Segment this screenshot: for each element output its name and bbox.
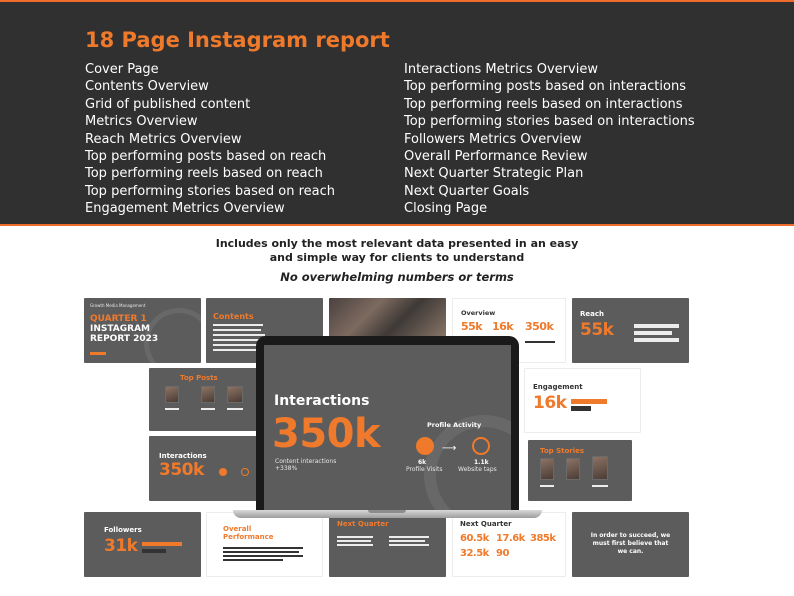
slide-top-posts — [149, 368, 266, 431]
followers-value: 31k — [104, 536, 138, 556]
slide-top-stories — [528, 440, 632, 501]
slide-content-grid — [329, 298, 446, 338]
cover-line-2: INSTAGRAM — [90, 324, 151, 334]
slide-next-quarter-plan — [329, 512, 446, 577]
page-list-left — [85, 61, 335, 218]
laptop-sub-1: Content interactions — [275, 458, 337, 465]
pages_left-item: Grid of published content — [85, 96, 251, 112]
pages_left-item: Engagement Metrics Overview — [85, 201, 285, 217]
overview-value-2: 16k — [492, 320, 514, 333]
globe-icon — [472, 437, 490, 455]
pages_right-item: Top performing reels based on interactions — [404, 96, 683, 112]
laptop-value: 350k — [272, 411, 381, 457]
pages_right-item: Closing Page — [404, 201, 488, 217]
laptop-notch — [368, 510, 406, 513]
top-posts-title: Top Posts — [180, 374, 218, 382]
laptop-sub-2: +338% — [275, 465, 298, 472]
overall-title-1: Overall — [223, 525, 252, 533]
laptop-mockup — [256, 336, 519, 512]
overview-value-1: 55k — [461, 320, 483, 333]
goal-value-5: 90 — [496, 548, 509, 559]
tagline-line-2: and simple way for clients to understand — [269, 251, 525, 264]
slide-next-quarter-goals — [452, 512, 566, 577]
laptop-visits-value: 6k — [418, 459, 427, 466]
arrow-right-icon: ⟶ — [442, 443, 457, 454]
overview-value-3: 350k — [525, 320, 554, 333]
pages_left-item: Top performing reels based on reach — [85, 166, 323, 182]
slide-overall-performance — [206, 512, 323, 577]
laptop-visits-label: Profile Visits — [406, 466, 443, 473]
interactions-small-value: 350k — [159, 460, 204, 480]
laptop-title: Interactions — [274, 393, 370, 409]
top-stories-title: Top Stories — [540, 447, 585, 455]
cover-line-3: REPORT 2023 — [90, 334, 159, 344]
next-quarter-goals-title: Next Quarter — [460, 520, 512, 528]
slide-engagement — [524, 368, 641, 433]
banner-title: 18 Page Instagram report — [85, 28, 390, 52]
tagline-line-1: Includes only the most relevant data presented in an easy — [215, 237, 579, 250]
engagement-value: 16k — [533, 393, 567, 413]
pages_right-item: Interactions Metrics Overview — [404, 62, 598, 77]
closing-line-1: In order to succeed, we — [590, 532, 671, 539]
page-list-right — [404, 61, 695, 218]
laptop-taps-label: Website taps — [458, 466, 497, 473]
tagline-italic: No overwhelming numbers or terms — [280, 270, 514, 284]
pages_left-item: Cover Page — [85, 62, 159, 77]
slide-cover — [84, 298, 201, 363]
cover-brand: Growth Media Management — [90, 303, 146, 308]
laptop-taps-value: 1.1k — [474, 459, 489, 466]
slide-closing — [572, 512, 689, 577]
next-quarter-plan-title: Next Quarter — [337, 520, 389, 528]
pages_right-item: Followers Metrics Overview — [404, 131, 582, 147]
slide-followers — [84, 512, 201, 577]
goal-value-3: 385k — [530, 533, 556, 544]
cover-line-1: QUARTER 1 — [90, 314, 147, 324]
pages_right-item: Top performing stories based on interactions — [404, 114, 695, 130]
pages_right-item: Next Quarter Strategic Plan — [404, 166, 584, 182]
goal-value-2: 17.6k — [496, 533, 525, 544]
closing-line-3: we can. — [617, 548, 644, 555]
closing-line-2: must first believe that — [592, 540, 669, 547]
overview-title: Overview — [461, 309, 496, 317]
interactions-small-title: Interactions — [159, 452, 207, 460]
overall-title-2: Performance — [223, 533, 274, 541]
pages_left-item: Contents Overview — [85, 79, 209, 95]
engagement-title: Engagement — [533, 383, 583, 391]
laptop-profile-activity: Profile Activity — [427, 421, 482, 429]
pages_left-item: Reach Metrics Overview — [85, 131, 242, 147]
reach-title: Reach — [580, 310, 604, 318]
contents-title: Contents — [213, 312, 254, 321]
reach-value: 55k — [580, 320, 614, 340]
profile-visits-icon — [416, 437, 434, 455]
goal-value-4: 32.5k — [460, 548, 489, 559]
pages_left-item: Metrics Overview — [85, 114, 198, 130]
pages_left-item: Top performing stories based on reach — [85, 183, 336, 199]
pages_right-item: Overall Performance Review — [404, 149, 588, 165]
banner-divider — [0, 224, 794, 226]
slide-reach — [572, 298, 689, 363]
pages_right-item: Top performing posts based on interactions — [404, 79, 686, 95]
followers-title: Followers — [104, 526, 142, 534]
goal-value-1: 60.5k — [460, 533, 489, 544]
pages_left-item: Top performing posts based on reach — [85, 149, 327, 165]
pages_right-item: Next Quarter Goals — [404, 183, 530, 199]
slide-interactions-small — [149, 436, 266, 501]
laptop-slide-interactions — [264, 345, 511, 512]
